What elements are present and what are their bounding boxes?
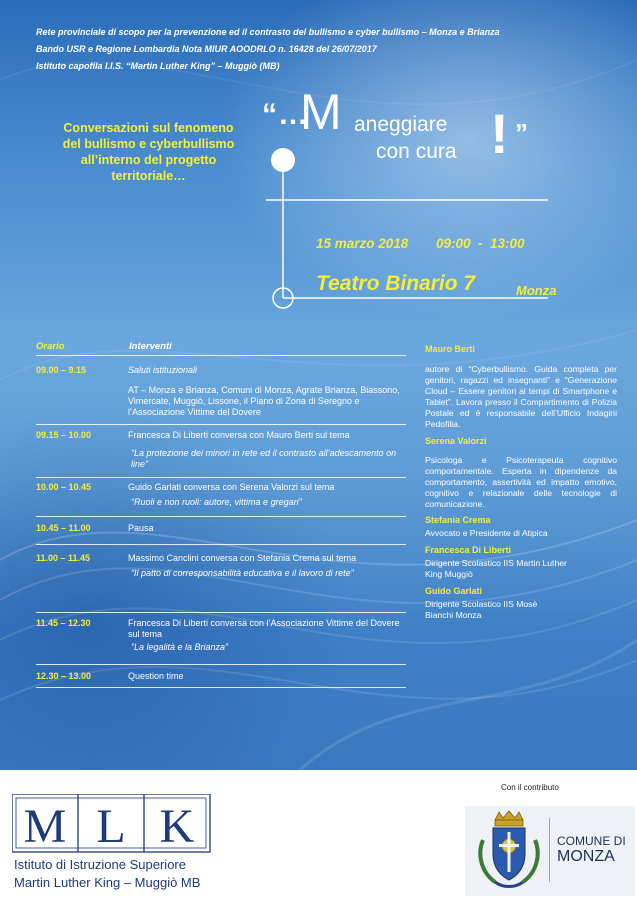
intro-text (56, 120, 241, 184)
bio-text: Psicologa e Psicoterapeuta cognitivo comportamentale. Esperta in dipendenze da comportamento, assertività ed impatto emotivo, cognitivo e relazionale delle tecnologie di comunicazione. (425, 455, 617, 509)
intro-line-3: all’interno del progetto (80, 153, 217, 167)
logo-letter-m: M (23, 800, 67, 853)
row-title: Guido Garlati conversa con Serena Valorzi sul tema (128, 482, 335, 492)
title-big-letter: M (300, 84, 342, 140)
venue-city: Monza (516, 283, 557, 298)
title-quote-open: “… (262, 98, 309, 131)
comune-label: COMUNE DI (557, 834, 626, 848)
logo-letter-k: K (159, 800, 195, 853)
schedule-divider (36, 687, 406, 688)
bio-text: Dirigente Scolastico IIS Martin Luther King Muggiò (425, 558, 567, 579)
schedule-header-time: Orario (36, 341, 65, 352)
row-quote: “La legalità e la Brianza” (131, 642, 229, 652)
row-title: Francesca Di Liberti conversa con l’Associazione Vittime del Dovere sul tema (128, 618, 400, 639)
row-title: Saluti istituzionali (128, 365, 198, 375)
row-time: 09.00 – 9.15 (36, 365, 87, 375)
bio-entry (425, 344, 617, 430)
schedule-divider (36, 664, 406, 665)
row-time: 10.00 – 10.45 (36, 482, 92, 492)
bio-text: Avvocato e Presidente di Atipica (425, 528, 548, 538)
comune-monza-logo (465, 806, 635, 896)
row-title: Massimo Canclini conversa con Stefania Crema sul tema (128, 553, 357, 563)
row-title: Question time (128, 671, 184, 681)
intro-line-1: Conversazioni sul fenomeno (63, 121, 234, 135)
row-time: 11.45 – 12.30 (36, 618, 91, 628)
schedule-divider (36, 612, 406, 613)
title-line-2: con cura (376, 140, 457, 163)
bio-name: Mauro Berti (425, 344, 476, 354)
speaker-bios (425, 344, 617, 621)
row-time: 10.45 – 11.00 (36, 523, 91, 533)
bio-text: autore di “Cyberbullismo. Guida completa per genitori, ragazzi ed insegnanti” e “Generazione Cloud – Essere genitori ai tempi di Smartphone e Tablet”. Lavora presso il Compartimento di Polizia Postale ed è responsabile dell’Ufficio Indagini Pedofilia. (425, 364, 617, 429)
intro-line-4: territoriale… (111, 169, 186, 183)
title-quote-close: ” (515, 118, 528, 148)
row-title: Francesca Di Liberti conversa con Mauro Berti sul tema (128, 430, 350, 440)
network-header (36, 24, 616, 75)
schedule-header (36, 341, 406, 352)
bio-name: Guido Garlati (425, 586, 483, 596)
school-name-line-1: Istituto di Istruzione Superiore (14, 857, 186, 872)
schedule-divider (36, 544, 406, 545)
bio-name: Francesca Di Liberti (425, 545, 512, 555)
event-time: 09:00 - 13:00 (436, 236, 525, 251)
bio-entry (425, 545, 617, 580)
row-quote: “La protezione dei minori in rete ed il contrasto all’adescamento on line” (131, 448, 397, 469)
row-subtitle: AT – Monza e Brianza, Comuni di Monza, Agrate Brianza, Biassono, Vimercate, Muggiò, Lissone, il Piano di Zona di Seregno e l’Associazione Vittime del Dovere (128, 385, 400, 417)
event-date: 15 marzo 2018 (316, 236, 409, 251)
comune-city: MONZA (557, 848, 615, 865)
venue-name: Teatro Binario 7 (316, 272, 476, 295)
bio-entry (425, 586, 617, 621)
bio-name: Stefania Crema (425, 515, 491, 525)
school-name-line-2: Martin Luther King – Muggiò MB (14, 875, 201, 890)
logo-letter-l: L (96, 800, 126, 853)
mlk-logo-mark (12, 794, 212, 854)
row-time: 12.30 – 13.00 (36, 671, 92, 681)
schedule-header-interventions: Interventi (129, 341, 172, 352)
header-line-2: Bando USR e Regione Lombardia Nota MIUR AOODRLO n. 16428 del 26/07/2017 (36, 44, 377, 54)
row-title: Pausa (128, 523, 154, 533)
contribution-label: Con il contributo (501, 783, 559, 792)
intro-line-2: del bullismo e cyberbullismo (62, 137, 235, 151)
title-exclamation: ! (490, 102, 509, 165)
row-quote: “Ruoli e non ruoli: autore, vittima e gregari” (131, 497, 302, 507)
schedule-divider (36, 516, 406, 517)
title-line-1: aneggiare (354, 113, 448, 136)
row-time: 11.00 – 11.45 (36, 553, 91, 563)
schedule-divider (36, 477, 406, 478)
bio-name: Serena Valorzi (425, 436, 487, 446)
bio-entry (425, 436, 617, 510)
header-line-1: Rete provinciale di scopo per la prevenzione ed il contrasto del bullismo e cyber bullismo – Monza e Brianza (36, 27, 500, 37)
bio-entry (425, 515, 617, 539)
mlk-school-logo (12, 794, 242, 894)
monza-coat-of-arms-icon (469, 810, 549, 894)
schedule-divider (36, 424, 406, 425)
row-quote: “Il patto di corresponsabilità educativa e il lavoro di rete” (131, 568, 354, 578)
header-line-3: Istituto capofila I.I.S. “Martin Luther King” – Muggiò (MB) (36, 61, 280, 71)
logo-separator (549, 818, 550, 882)
schedule-divider (36, 355, 406, 356)
bio-text: Dirigente Scolastico IIS Mosè Bianchi Monza (425, 599, 538, 620)
row-time: 09.15 – 10.00 (36, 430, 92, 440)
